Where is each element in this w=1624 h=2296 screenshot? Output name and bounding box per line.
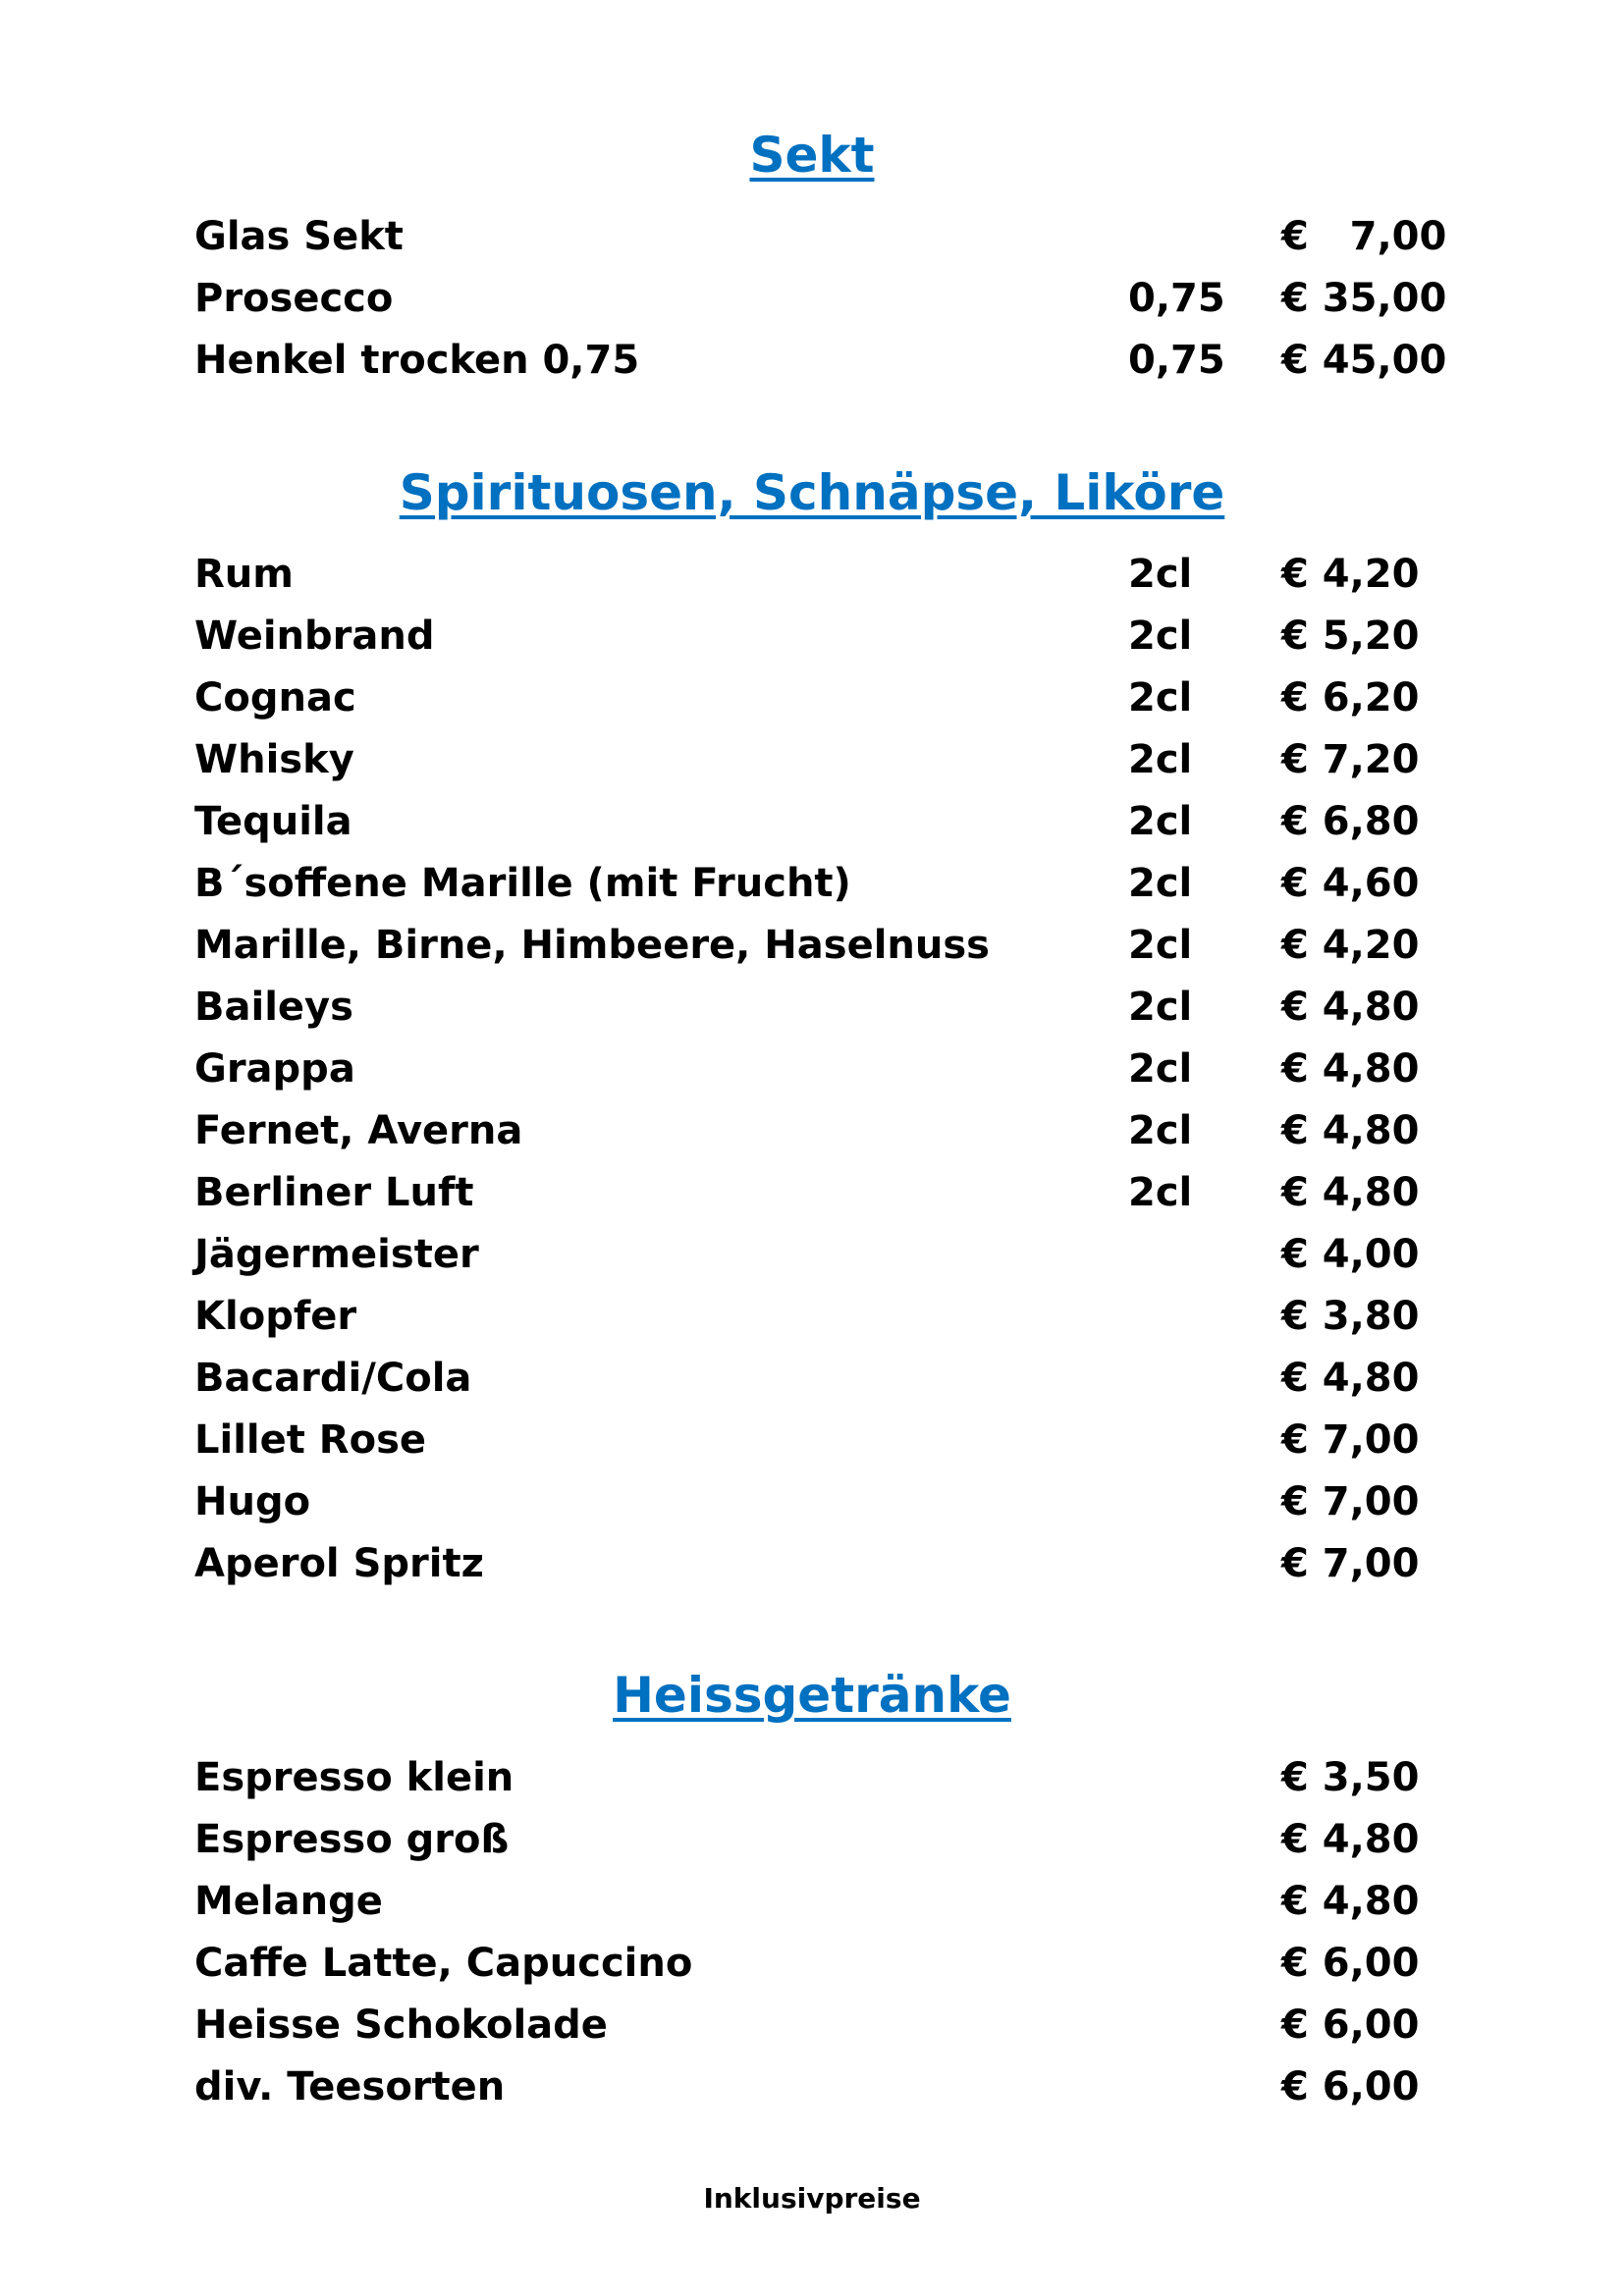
item-name: Jägermeister [194,1232,479,1277]
menu-item [0,667,1624,729]
item-price: € 7,00 [1281,214,1447,259]
menu-item [0,1410,1624,1471]
item-price: € 4,80 [1281,1817,1420,1862]
item-size: 0,75 [1128,276,1225,321]
menu-item [0,977,1624,1039]
menu-item [0,1348,1624,1410]
item-name: Rum [194,552,294,597]
item-price: € 4,20 [1281,923,1420,968]
item-size: 2cl [1128,799,1193,844]
menu-item [0,1286,1624,1348]
item-name: B´soffene Marille (mit Frucht) [194,861,851,906]
menu-item [0,1100,1624,1162]
menu-item [0,1809,1624,1871]
item-name: div. Teesorten [194,2064,506,2109]
menu-item [0,544,1624,606]
item-price: € 45,00 [1281,338,1447,383]
item-price: € 7,00 [1281,1479,1420,1524]
item-price: € 6,80 [1281,799,1420,844]
menu-item [0,853,1624,915]
section-title-heissgetraenke: Heissgetränke [613,1667,1011,1724]
item-size: 2cl [1128,675,1193,721]
item-name: Whisky [194,737,354,782]
menu-item [0,1162,1624,1224]
section-spirituosen-items [0,544,1624,1595]
menu-item [0,1471,1624,1533]
item-size: 0,75 [1128,338,1225,383]
item-price: € 6,00 [1281,2002,1420,2048]
footer-note: Inklusivpreise [703,2182,921,2215]
item-name: Weinbrand [194,614,435,659]
menu-item [0,915,1624,977]
item-name: Espresso klein [194,1755,514,1800]
item-size: 2cl [1128,1170,1193,1215]
item-name: Tequila [194,799,352,844]
item-size: 2cl [1128,923,1193,968]
item-name: Hugo [194,1479,311,1524]
menu-item [0,1933,1624,1995]
item-name: Klopfer [194,1294,357,1339]
section-title-spirituosen: Spirituosen, Schnäpse, Liköre [399,464,1225,521]
item-name: Marille, Birne, Himbeere, Haselnuss [194,923,990,968]
menu-item [0,1747,1624,1809]
menu-item [0,1039,1624,1100]
item-name: Grappa [194,1046,355,1092]
item-size: 2cl [1128,737,1193,782]
item-name: Glas Sekt [194,214,404,259]
menu-item [0,206,1624,268]
item-name: Berliner Luft [194,1170,474,1215]
item-name: Caffe Latte, Capuccino [194,1941,693,1986]
menu-item [0,268,1624,330]
menu-item [0,2056,1624,2118]
menu-item [0,1871,1624,1933]
menu-item [0,1224,1624,1286]
item-price: € 6,00 [1281,1941,1420,1986]
item-price: € 3,50 [1281,1755,1420,1800]
item-price: € 6,20 [1281,675,1420,721]
item-price: € 3,80 [1281,1294,1420,1339]
item-price: € 7,00 [1281,1417,1420,1463]
item-price: € 7,20 [1281,737,1420,782]
menu-item [0,1533,1624,1595]
item-size: 2cl [1128,1108,1193,1153]
item-name: Heisse Schokolade [194,2002,608,2048]
item-price: € 4,60 [1281,861,1420,906]
item-size: 2cl [1128,614,1193,659]
menu-item [0,606,1624,667]
item-name: Bacardi/Cola [194,1356,472,1401]
item-price: € 5,20 [1281,614,1420,659]
item-name: Prosecco [194,276,394,321]
item-name: Espresso groß [194,1817,510,1862]
item-name: Henkel trocken 0,75 [194,338,640,383]
item-price: € 4,80 [1281,1356,1420,1401]
item-size: 2cl [1128,1046,1193,1092]
item-price: € 4,20 [1281,552,1420,597]
item-size: 2cl [1128,985,1193,1030]
item-size: 2cl [1128,861,1193,906]
item-name: Baileys [194,985,353,1030]
item-price: € 7,00 [1281,1541,1420,1586]
menu-item [0,330,1624,392]
item-price: € 4,80 [1281,1170,1420,1215]
item-price: € 4,80 [1281,1108,1420,1153]
section-title-sekt: Sekt [749,127,875,184]
item-price: € 4,80 [1281,985,1420,1030]
item-name: Melange [194,1879,383,1924]
menu-item [0,791,1624,853]
item-price: € 35,00 [1281,276,1447,321]
item-price: € 6,00 [1281,2064,1420,2109]
section-heissgetraenke-items [0,1747,1624,2118]
item-price: € 4,80 [1281,1879,1420,1924]
section-sekt-items [0,206,1624,392]
item-name: Fernet, Averna [194,1108,523,1153]
item-size: 2cl [1128,552,1193,597]
item-price: € 4,00 [1281,1232,1420,1277]
item-price: € 4,80 [1281,1046,1420,1092]
item-name: Lillet Rose [194,1417,427,1463]
item-name: Aperol Spritz [194,1541,484,1586]
menu-item [0,729,1624,791]
item-name: Cognac [194,675,356,721]
menu-item [0,1995,1624,2056]
